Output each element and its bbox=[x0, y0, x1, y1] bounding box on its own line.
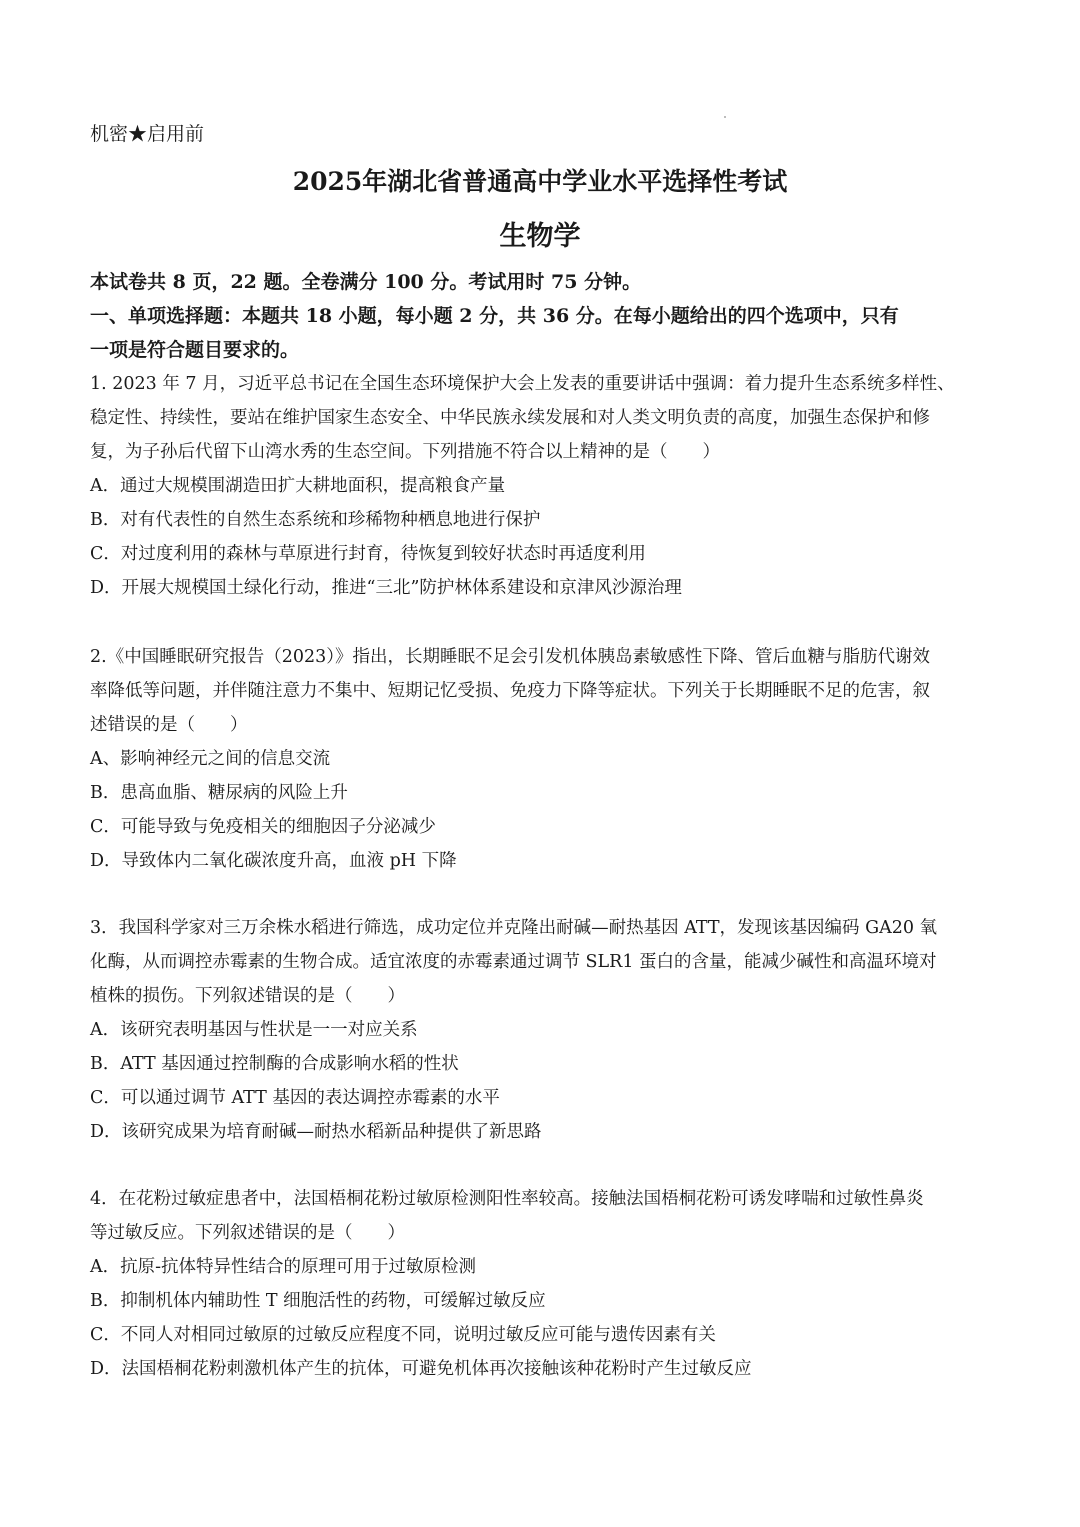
exam-title: 2025年湖北省普通高中学业水平选择性考试 bbox=[292, 167, 788, 196]
option-b: B．ATT 基因通过控制酶的合成影响水稻的性状 bbox=[90, 1054, 459, 1074]
question-stem-line: 2.《中国睡眠研究报告（2023）》指出，长期睡眠不足会引发机体胰岛素敏感性下降、管后血糖与脂肪代谢效 bbox=[90, 647, 930, 667]
confidential-label: 机密★启用前 bbox=[90, 123, 205, 145]
option-a: A．通过大规模围湖造田扩大耕地面积，提高粮食产量 bbox=[90, 476, 506, 496]
question-stem-line: 4．在花粉过敏症患者中，法国梧桐花粉过敏原检测阳性率较高。接触法国梧桐花粉可诱发哮喘和过敏性鼻炎 bbox=[90, 1189, 924, 1209]
exam-summary: 本试卷共 8 页，22 题。全卷满分 100 分。考试用时 75 分钟。 bbox=[90, 271, 642, 293]
option-b: B．患高血脂、糖尿病的风险上升 bbox=[90, 783, 348, 803]
question-3 bbox=[90, 911, 1000, 1149]
option-d: D．导致体内二氧化碳浓度升高，血液 pH 下降 bbox=[90, 851, 457, 871]
scan-speck bbox=[724, 116, 726, 118]
question-stem-line: 率降低等问题，并伴随注意力不集中、短期记忆受损、免疫力下降等症状。下列关于长期睡眠不足的危害，叙 bbox=[90, 681, 930, 701]
option-d: D．法国梧桐花粉刺激机体产生的抗体，可避免机体再次接触该种花粉时产生过敏反应 bbox=[90, 1359, 752, 1379]
exam-instructions bbox=[90, 265, 1000, 367]
option-c: C．不同人对相同过敏原的过敏反应程度不同，说明过敏反应可能与遗传因素有关 bbox=[90, 1325, 716, 1345]
question-4 bbox=[90, 1182, 1000, 1386]
question-stem-line: 植株的损伤。下列叙述错误的是（ ） bbox=[90, 986, 405, 1006]
subject-title: 生物学 bbox=[499, 221, 581, 252]
option-a: A．该研究表明基因与性状是一一对应关系 bbox=[90, 1020, 418, 1040]
section-heading-line-1: 一、单项选择题：本题共 18 小题，每小题 2 分，共 36 分。在每小题给出的四个选项中，只有 bbox=[90, 305, 899, 327]
question-stem-line: 等过敏反应。下列叙述错误的是（ ） bbox=[90, 1223, 405, 1243]
section-heading-line-2: 一项是符合题目要求的。 bbox=[90, 339, 300, 361]
question-1 bbox=[90, 367, 1000, 605]
question-2 bbox=[90, 640, 1000, 878]
question-stem-line: 3．我国科学家对三万余株水稻进行筛选，成功定位并克隆出耐碱—耐热基因 ATT，发现该基因编码 GA20 氧 bbox=[90, 918, 938, 938]
question-stem-line: 稳定性、持续性，要站在维护国家生态安全、中华民族永续发展和对人类文明负责的高度，加强生态保护和修 bbox=[90, 408, 930, 428]
option-c: C．可以通过调节 ATT 基因的表达调控赤霉素的水平 bbox=[90, 1088, 500, 1108]
option-c: C．可能导致与免疫相关的细胞因子分泌减少 bbox=[90, 817, 436, 837]
option-d: D．开展大规模国土绿化行动，推进“三北”防护林体系建设和京津风沙源治理 bbox=[90, 578, 682, 598]
option-b: B．抑制机体内辅助性 T 细胞活性的药物，可缓解过敏反应 bbox=[90, 1291, 546, 1311]
option-a: A、影响神经元之间的信息交流 bbox=[90, 749, 331, 769]
question-stem-line: 复，为子孙后代留下山湾水秀的生态空间。下列措施不符合以上精神的是（ ） bbox=[90, 442, 720, 462]
option-a: A．抗原-抗体特异性结合的原理可用于过敏原检测 bbox=[90, 1257, 477, 1277]
option-b: B．对有代表性的自然生态系统和珍稀物种栖息地进行保护 bbox=[90, 510, 541, 530]
question-stem-line: 1. 2023 年 7 月，习近平总书记在全国生态环境保护大会上发表的重要讲话中强调：着力提升生态系统多样性、 bbox=[90, 374, 955, 394]
option-c: C．对过度利用的森林与草原进行封育，待恢复到较好状态时再适度利用 bbox=[90, 544, 646, 564]
question-stem-line: 化酶，从而调控赤霉素的生物合成。适宜浓度的赤霉素通过调节 SLR1 蛋白的含量，能减少碱性和高温环境对 bbox=[90, 952, 937, 972]
option-d: D．该研究成果为培育耐碱—耐热水稻新品种提供了新思路 bbox=[90, 1122, 542, 1142]
question-stem-line: 述错误的是（ ） bbox=[90, 715, 248, 735]
